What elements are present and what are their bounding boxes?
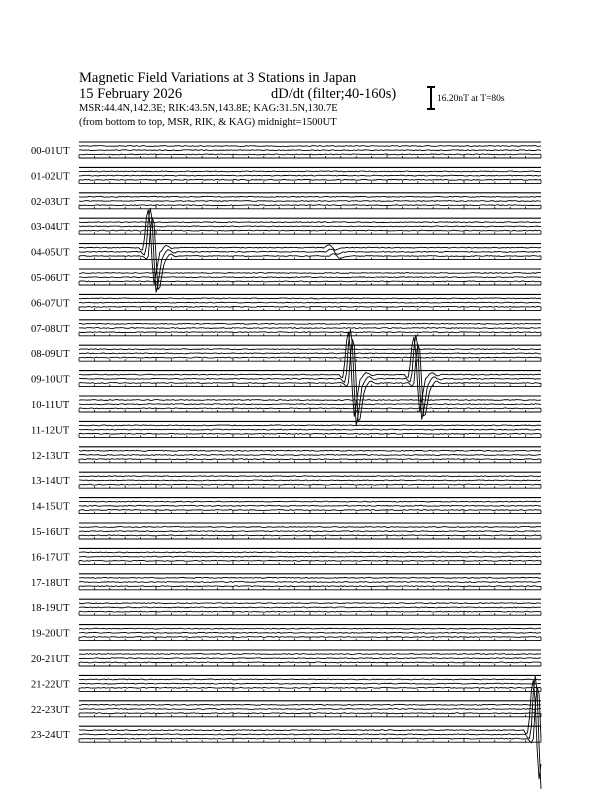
- station-trace-RIK: [79, 531, 541, 532]
- station-trace-RIK: [79, 328, 541, 329]
- station-trace-MSR: [79, 281, 541, 282]
- station-trace-KAG: [79, 527, 541, 528]
- station-trace-RIK: [79, 208, 541, 293]
- station-trace-RIK: [79, 302, 541, 303]
- scale-label: 16.20nT at T=80s: [437, 94, 505, 104]
- station-trace-KAG: [79, 273, 541, 274]
- station-trace-MSR: [79, 484, 541, 485]
- station-trace-RIK: [79, 480, 541, 481]
- station-trace-MSR: [79, 586, 541, 587]
- station-trace-KAG: [79, 476, 541, 477]
- hour-label: 12-13UT: [31, 450, 70, 462]
- station-trace-RIK: [79, 455, 541, 456]
- station-trace-KAG: [79, 603, 541, 604]
- station-trace-KAG: [79, 298, 541, 299]
- date-label: 15 February 2026: [79, 86, 183, 102]
- station-trace-RIK: [79, 505, 541, 506]
- station-trace-MSR: [79, 217, 541, 289]
- station-trace-RIK: [79, 709, 541, 710]
- hour-label: 01-02UT: [31, 171, 70, 183]
- station-trace-KAG: [79, 146, 541, 147]
- station-trace-RIK: [79, 676, 541, 789]
- station-trace-RIK: [79, 277, 541, 278]
- station-trace-RIK: [79, 353, 541, 354]
- station-trace-KAG: [79, 680, 541, 779]
- station-trace-RIK: [79, 607, 541, 608]
- hour-label: 10-11UT: [31, 400, 70, 411]
- station-trace-MSR: [79, 510, 541, 511]
- chart-title: Magnetic Field Variations at 3 Stations in Japan: [79, 70, 357, 86]
- station-trace-KAG: [79, 450, 541, 451]
- hour-label: 11-12UT: [31, 425, 70, 437]
- station-trace-RIK: [79, 683, 541, 684]
- hour-label: 03-04UT: [31, 222, 70, 234]
- station-trace-RIK: [79, 150, 541, 151]
- station-trace-MSR: [79, 535, 541, 536]
- station-trace-MSR: [79, 357, 541, 358]
- station-trace-MSR: [79, 687, 541, 688]
- hour-label: 23-24UT: [31, 730, 70, 742]
- hour-label: 06-07UT: [31, 298, 70, 310]
- component-label: dD/dt (filter;40-160s): [271, 86, 397, 102]
- hour-label: 19-20UT: [31, 628, 70, 640]
- station-trace-KAG: [79, 679, 541, 680]
- station-trace-MSR: [79, 560, 541, 561]
- station-trace-KAG: [79, 552, 541, 553]
- station-trace-KAG: [79, 349, 541, 350]
- hour-label: 15-16UT: [31, 527, 70, 538]
- station-trace-RIK: [79, 658, 541, 659]
- station-trace-RIK: [79, 201, 541, 202]
- hour-label: 02-03UT: [31, 196, 70, 208]
- station-trace-RIK: [79, 404, 541, 405]
- station-trace-MSR: [79, 662, 541, 663]
- hour-label: 09-10UT: [31, 374, 70, 386]
- hour-label: 14-15UT: [31, 501, 70, 513]
- station-trace-KAG: [79, 628, 541, 629]
- hour-label: 04-05UT: [31, 247, 70, 259]
- station-trace-KAG: [79, 654, 541, 655]
- station-trace-KAG: [79, 425, 541, 426]
- station-trace-RIK: [79, 582, 541, 583]
- station-order-note: (from bottom to top, MSR, RIK, & KAG) midnight=1500UT: [79, 117, 337, 128]
- hour-label: 18-19UT: [31, 603, 70, 615]
- hour-label: 16-17UT: [31, 552, 70, 564]
- traces: [79, 146, 541, 789]
- station-trace-KAG: [79, 704, 541, 705]
- station-trace-RIK: [79, 175, 541, 176]
- hour-label: 20-21UT: [31, 654, 70, 665]
- station-trace-KAG: [79, 400, 541, 401]
- hour-label: 08-09UT: [31, 349, 70, 361]
- station-trace-KAG: [79, 196, 541, 197]
- station-coordinates: MSR:44.4N,142.3E; RIK:43.5N,143.8E; KAG:31.5N,130.7E: [79, 103, 338, 114]
- station-trace-KAG: [79, 577, 541, 578]
- station-trace-MSR: [79, 433, 541, 434]
- station-trace-KAG: [79, 171, 541, 172]
- hour-label: 05-06UT: [31, 273, 70, 284]
- hour-label: 13-14UT: [31, 476, 70, 488]
- station-trace-MSR: [79, 306, 541, 307]
- hour-label: 21-22UT: [31, 679, 70, 691]
- station-trace-KAG: [79, 323, 541, 324]
- station-trace-RIK: [79, 429, 541, 430]
- hour-label: 00-01UT: [31, 146, 70, 157]
- station-trace-MSR: [79, 637, 541, 638]
- station-trace-KAG: [79, 501, 541, 502]
- hour-label: 17-18UT: [31, 577, 70, 589]
- hour-label: 22-23UT: [31, 704, 70, 716]
- station-trace-MSR: [79, 230, 541, 231]
- station-trace-RIK: [79, 556, 541, 557]
- hour-rows: [31, 142, 541, 742]
- station-trace-RIK: [79, 632, 541, 633]
- hour-label: 07-08UT: [31, 323, 70, 335]
